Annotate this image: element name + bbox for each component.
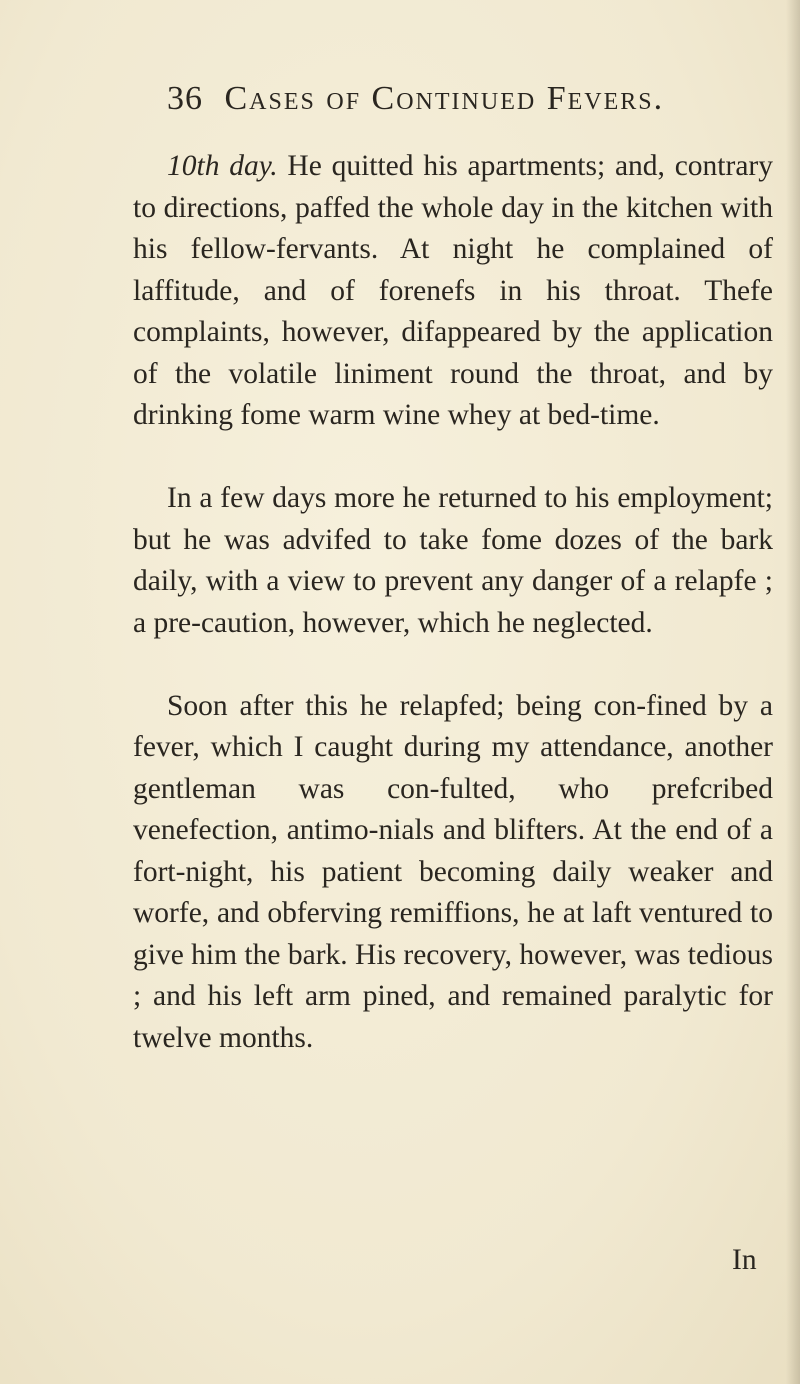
running-head [167,80,727,120]
paragraph-text: He quitted his apartments; and, contrary to directions, paffed the whole day in the kitchen with his fellow-fervants. At night he complained of laffitude, and of forenefs in his throat. Thefe complaints, however, difappeared by the application of the volatile liniment round the throat, and by drinking fome warm wine whey at bed-time. [133,150,773,431]
catchword: In [732,1244,757,1276]
running-title: Cases of Continued Fevers. [224,80,665,117]
page-edge-shadow [786,0,800,1384]
paragraph-employment: In a few days more he returned to his employment; but he was advifed to take fome dozes of the bark daily, with a view to prevent any danger of a relapfe ; a pre-caution, however, which he neglected. [133,482,773,639]
page-number: 36 [167,80,203,117]
day-label: 10th day. [167,150,278,182]
body-text [133,146,773,1059]
paragraph-day-entry [133,146,773,437]
paragraph-relapse: Soon after this he relapfed; being con-fined by a fever, which I caught during my attendance, another gentleman was con-fulted, who prefcribed venefection, antimo-nials and blifters. At the end of a fort-night, his patient becoming daily weaker and worfe, and obferving remiffions, he at laft ventured to give him the bark. His recovery, however, was tedious ; and his left arm pined, and remained paralytic for twelve months. [133,689,773,1054]
